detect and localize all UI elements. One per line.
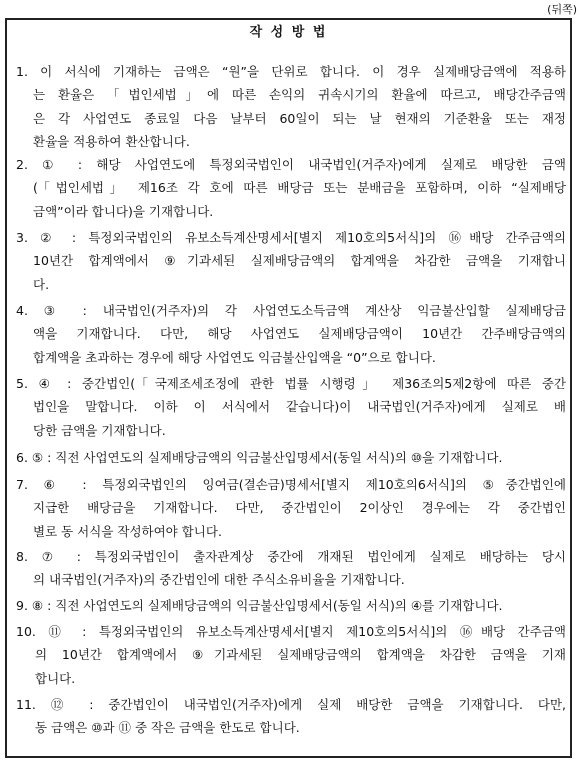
instruction-line: 7. ⑥ : 특정외국법인의 잉여금(결손금)명세서[별지 제10호의6서식]의 ⑤중간법인에 — [16, 477, 566, 492]
instruction-line: 10. ⑪ : 특정외국법인의 유보소득계산명세서[별지 제10호의5서식]의 ⑯배당 간주금액 — [16, 624, 566, 639]
instruction-item-7 — [16, 473, 566, 543]
instruction-line: 2. ① : 해당 사업연도에 특정외국법인이 내국법인(거주자)에게 실제로 배당한 금액 — [16, 157, 566, 172]
instruction-line: 지급한 배당금을 기재합니다. 다만, 중간법인이 2이상인 경우에는 각 중간법인 — [33, 500, 566, 516]
instruction-line: 1. 이 서식에 기재하는 금액은 “원”을 단위로 합니다. 이 경우 실제배당금액에 적용하 — [16, 64, 566, 79]
section-title: 작 성 방 법 — [249, 25, 328, 40]
instruction-line: 합계액을 초과하는 경우에 해당 사업연도 익금불산입액을 “0”으로 합니다. — [33, 349, 436, 365]
instruction-line: 3. ② : 특정외국법인의 유보소득계산명세서[별지 제10호의5서식]의 ⑯배당 간주금액의 — [16, 230, 566, 245]
instruction-line: (「법인세법」 제16조 각 호에 따른 배당금 또는 분배금을 포함하며, 이하 “실제배당 — [33, 180, 566, 196]
instruction-item-5 — [16, 372, 566, 442]
instruction-item-6 — [16, 446, 566, 469]
page-side-label: (뒤쪽) — [547, 3, 577, 16]
instruction-line: 의 10년간 합계액에서 ⑨기과세된 실제배당금액의 합계액을 차감한 금액을 기재 — [35, 647, 566, 663]
instruction-line: 환율을 적용하여 환산합니다. — [33, 134, 190, 150]
instruction-line: 액을 기재합니다. 다만, 해당 사업연도 실제배당금액이 10년간 간주배당금액의 — [33, 326, 566, 342]
instruction-item-2 — [16, 153, 566, 223]
instruction-line: 11. ⑫ : 중간법인이 내국법인(거주자)에게 실제 배당한 금액을 기재합니다. 다만, — [16, 697, 566, 712]
instruction-line: 동 금액은 ⑩과 ⑪ 중 작은 금액을 한도로 합니다. — [35, 720, 300, 736]
instruction-line: 당한 금액을 기재합니다. — [33, 422, 166, 438]
instruction-line: 의 내국법인(거주자)의 중간법인에 대한 주식소유비율을 기재합니다. — [33, 572, 405, 588]
instruction-item-4 — [16, 299, 566, 369]
instruction-line: 9. ⑧ : 직전 사업연도의 실제배당금액의 익금불산입명세서(동일 서식)의 ④를 기재합니다. — [16, 598, 503, 613]
instruction-line: 금액”이라 합니다)을 기재합니다. — [33, 203, 214, 219]
instruction-line: 6. ⑤ : 직전 사업연도의 실제배당금액의 익금불산입명세서(동일 서식)의 ⑩을 기재합니다. — [16, 450, 503, 465]
instruction-line: 10년간 합계액에서 ⑨기과세된 실제배당금액의 합계액을 차감한 금액을 기재합니 — [33, 253, 566, 269]
instruction-item-11 — [16, 693, 566, 740]
instruction-line: 법인을 말합니다. 이하 이 서식에서 같습니다)이 내국법인(거주자)에게 실제로 배 — [33, 399, 566, 415]
instruction-item-8 — [16, 545, 566, 592]
instruction-line: 4. ③ : 내국법인(거주자)의 각 사업연도소득금액 계산상 익금불산입할 실제배당금 — [16, 303, 566, 318]
instruction-line: 은 각 사업연도 종료일 다음 날부터 60일이 되는 날 현재의 기준환율 또는 재정 — [33, 110, 566, 126]
instruction-line: 는 환율은 「법인세법」에 따른 손익의 귀속시기의 환율에 따르고, 배당간주금액 — [33, 87, 566, 103]
instruction-line: 별로 동 서식을 작성하여야 합니다. — [33, 523, 222, 539]
instruction-line: 8. ⑦ : 특정외국법인이 출자관계상 중간에 개재된 법인에게 실제로 배당하는 당시 — [16, 549, 566, 564]
instruction-item-1 — [16, 60, 566, 154]
instruction-line: 합니다. — [35, 670, 76, 686]
instruction-line: 5. ④ : 중간법인(「국제조세조정에 관한 법률 시행령」 제36조의5제2항에 따른 중간 — [16, 376, 566, 391]
instruction-item-10 — [16, 620, 566, 690]
instruction-item-9 — [16, 594, 566, 617]
instruction-line: 다. — [33, 276, 50, 292]
instruction-item-3 — [16, 226, 566, 296]
